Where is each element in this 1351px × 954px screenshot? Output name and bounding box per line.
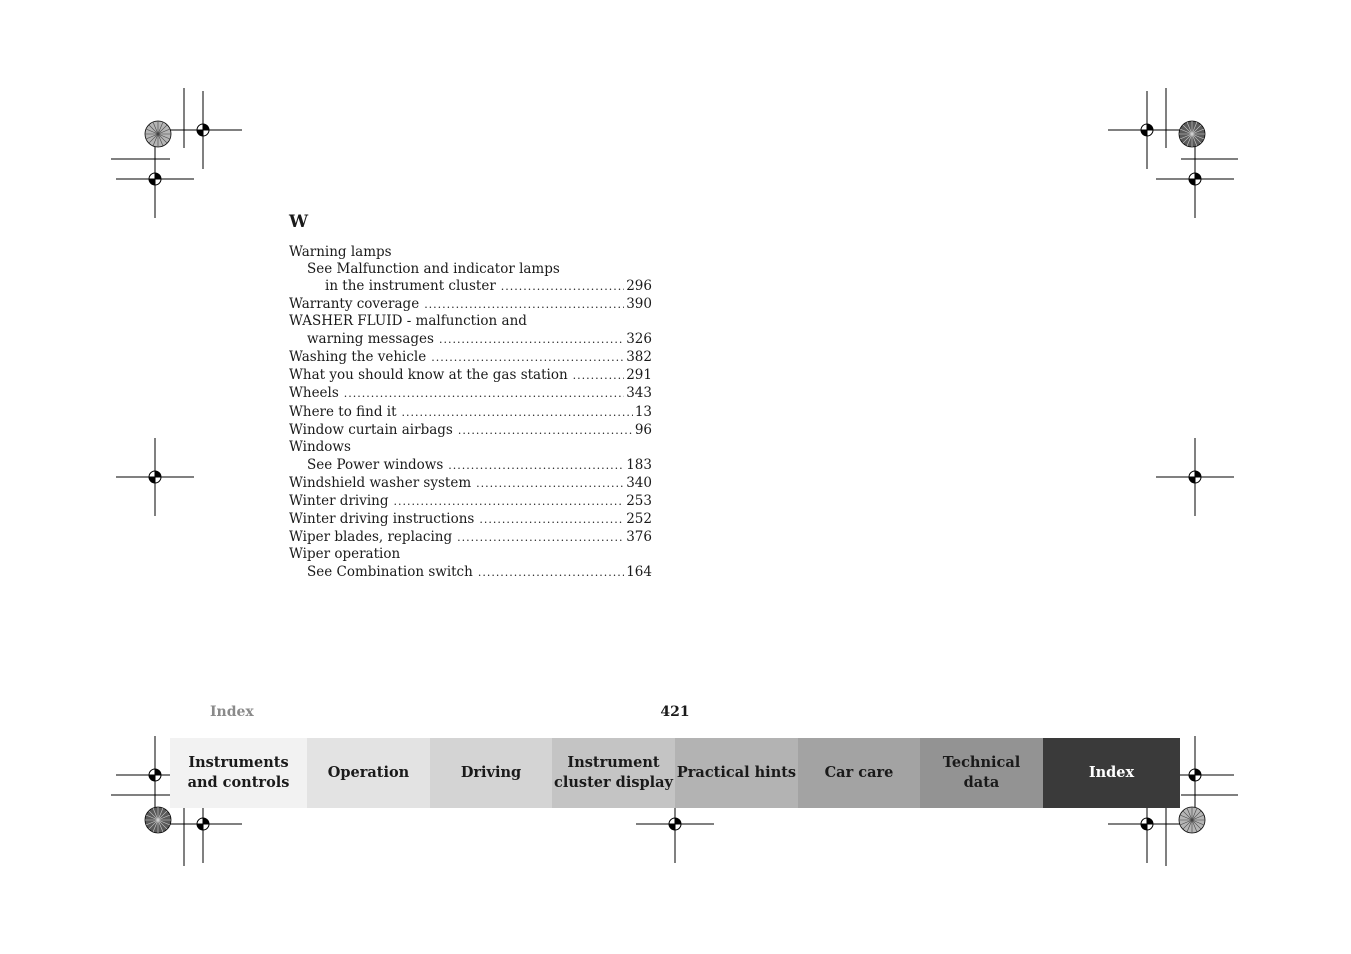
index-entry-page-link[interactable]: 183 (626, 456, 652, 473)
chapter-tab-bar (170, 738, 1180, 808)
tab-label-line: data (963, 774, 1000, 791)
tab-technical-data[interactable] (920, 738, 1043, 808)
index-entry (289, 403, 652, 421)
section-letter: W (289, 212, 309, 232)
dot-leader (457, 529, 624, 547)
tab-label-line: and controls (187, 774, 290, 791)
dot-leader (476, 475, 624, 493)
index-entry (289, 366, 652, 384)
index-entry-page-link[interactable]: 96 (634, 421, 652, 438)
index-entry (289, 421, 652, 439)
dot-leader (431, 349, 624, 367)
dot-leader (424, 296, 624, 314)
tab-operation[interactable] (307, 738, 430, 808)
index-entry-page-link[interactable]: 382 (626, 349, 652, 366)
dot-leader (573, 367, 625, 385)
dot-leader (448, 457, 624, 475)
index-entry (289, 277, 652, 295)
index-entry (289, 313, 652, 330)
index-entry (289, 528, 652, 546)
index-entry-term: WASHER FLUID - malfunction and (289, 313, 527, 330)
index-entry (289, 510, 652, 528)
index-entry-term: Where to find it (289, 403, 397, 420)
index-entry (289, 546, 652, 563)
index-entry-term: Washing the vehicle (289, 349, 427, 366)
index-entry (289, 330, 652, 348)
index-entry-term: See Malfunction and indicator lamps (307, 260, 560, 277)
tab-label-line: Technical (942, 754, 1021, 771)
index-entry-term: Winter driving (289, 492, 389, 509)
tab-practical-hints[interactable] (675, 738, 798, 808)
dot-leader (344, 385, 624, 403)
footer-section-name: Index (210, 704, 254, 720)
dot-leader (479, 511, 624, 529)
index-entry (289, 384, 652, 402)
index-entry-term: What you should know at the gas station (289, 367, 568, 384)
tab-label (677, 763, 796, 783)
dot-leader (478, 564, 624, 582)
index-entry-page-link[interactable]: 13 (634, 403, 652, 420)
tab-instrument-cluster-display[interactable] (552, 738, 675, 808)
index-entry-page-link[interactable]: 296 (626, 278, 652, 294)
index-list (289, 244, 652, 581)
tab-label-line: Instruments (188, 754, 289, 771)
index-entry-page-link[interactable]: 252 (626, 511, 652, 528)
index-entry-term: Wiper operation (289, 546, 401, 563)
tab-label (328, 763, 409, 783)
index-entry (289, 456, 652, 474)
index-entry-term: in the instrument cluster (325, 278, 496, 294)
dot-leader (501, 278, 624, 296)
index-entry-term: See Combination switch (307, 563, 473, 580)
tab-label-line: Operation (327, 764, 410, 781)
tab-label-line: cluster display (554, 774, 673, 791)
index-entry-page-link[interactable]: 376 (626, 529, 652, 546)
index-entry (289, 474, 652, 492)
tab-label-line: Driving (460, 764, 522, 781)
index-entry (289, 261, 652, 278)
tab-index[interactable] (1043, 738, 1180, 808)
index-entry-term: Window curtain airbags (289, 421, 453, 438)
dot-leader (439, 331, 624, 349)
dot-leader (458, 422, 633, 440)
page-number: 421 (660, 704, 690, 720)
index-entry (289, 295, 652, 313)
index-entry-page-link[interactable]: 291 (626, 367, 652, 384)
tab-instruments-and-controls[interactable] (170, 738, 307, 808)
index-entry-term: Wheels (289, 385, 339, 402)
index-entry-page-link[interactable]: 253 (626, 492, 652, 509)
index-entry (289, 492, 652, 510)
index-entry (289, 244, 652, 261)
index-entry-term: Warranty coverage (289, 296, 420, 313)
index-entry-page-link[interactable]: 343 (626, 385, 652, 402)
index-entry-term: Windshield washer system (289, 474, 472, 491)
index-entry (289, 348, 652, 366)
tab-car-care[interactable] (798, 738, 920, 808)
tab-label-line: Practical hints (676, 764, 797, 781)
tab-label (188, 753, 290, 793)
tab-label-line: Index (1088, 764, 1135, 781)
index-entry (289, 439, 652, 456)
index-entry-term: warning messages (307, 330, 434, 347)
index-entry-page-link[interactable]: 164 (626, 563, 652, 580)
tab-label-line: Car care (824, 764, 894, 781)
dot-leader (402, 404, 633, 422)
tab-label (825, 763, 894, 783)
tab-label (943, 753, 1021, 793)
tab-label (1089, 763, 1134, 783)
index-entry-page-link[interactable]: 326 (626, 330, 652, 347)
tab-label (554, 753, 673, 793)
index-entry-term: Warning lamps (289, 244, 392, 260)
tab-label-line: Instrument (567, 754, 660, 771)
index-entry-page-link[interactable]: 390 (626, 296, 652, 313)
tab-label (461, 763, 521, 783)
index-entry-page-link[interactable]: 340 (626, 474, 652, 491)
tab-driving[interactable] (430, 738, 552, 808)
dot-leader (394, 493, 625, 511)
index-entry-term: Winter driving instructions (289, 511, 475, 528)
index-entry-term: Wiper blades, replacing (289, 529, 453, 546)
index-entry-term: Windows (289, 439, 351, 455)
index-entry (289, 563, 652, 581)
index-entry-term: See Power windows (307, 456, 444, 473)
